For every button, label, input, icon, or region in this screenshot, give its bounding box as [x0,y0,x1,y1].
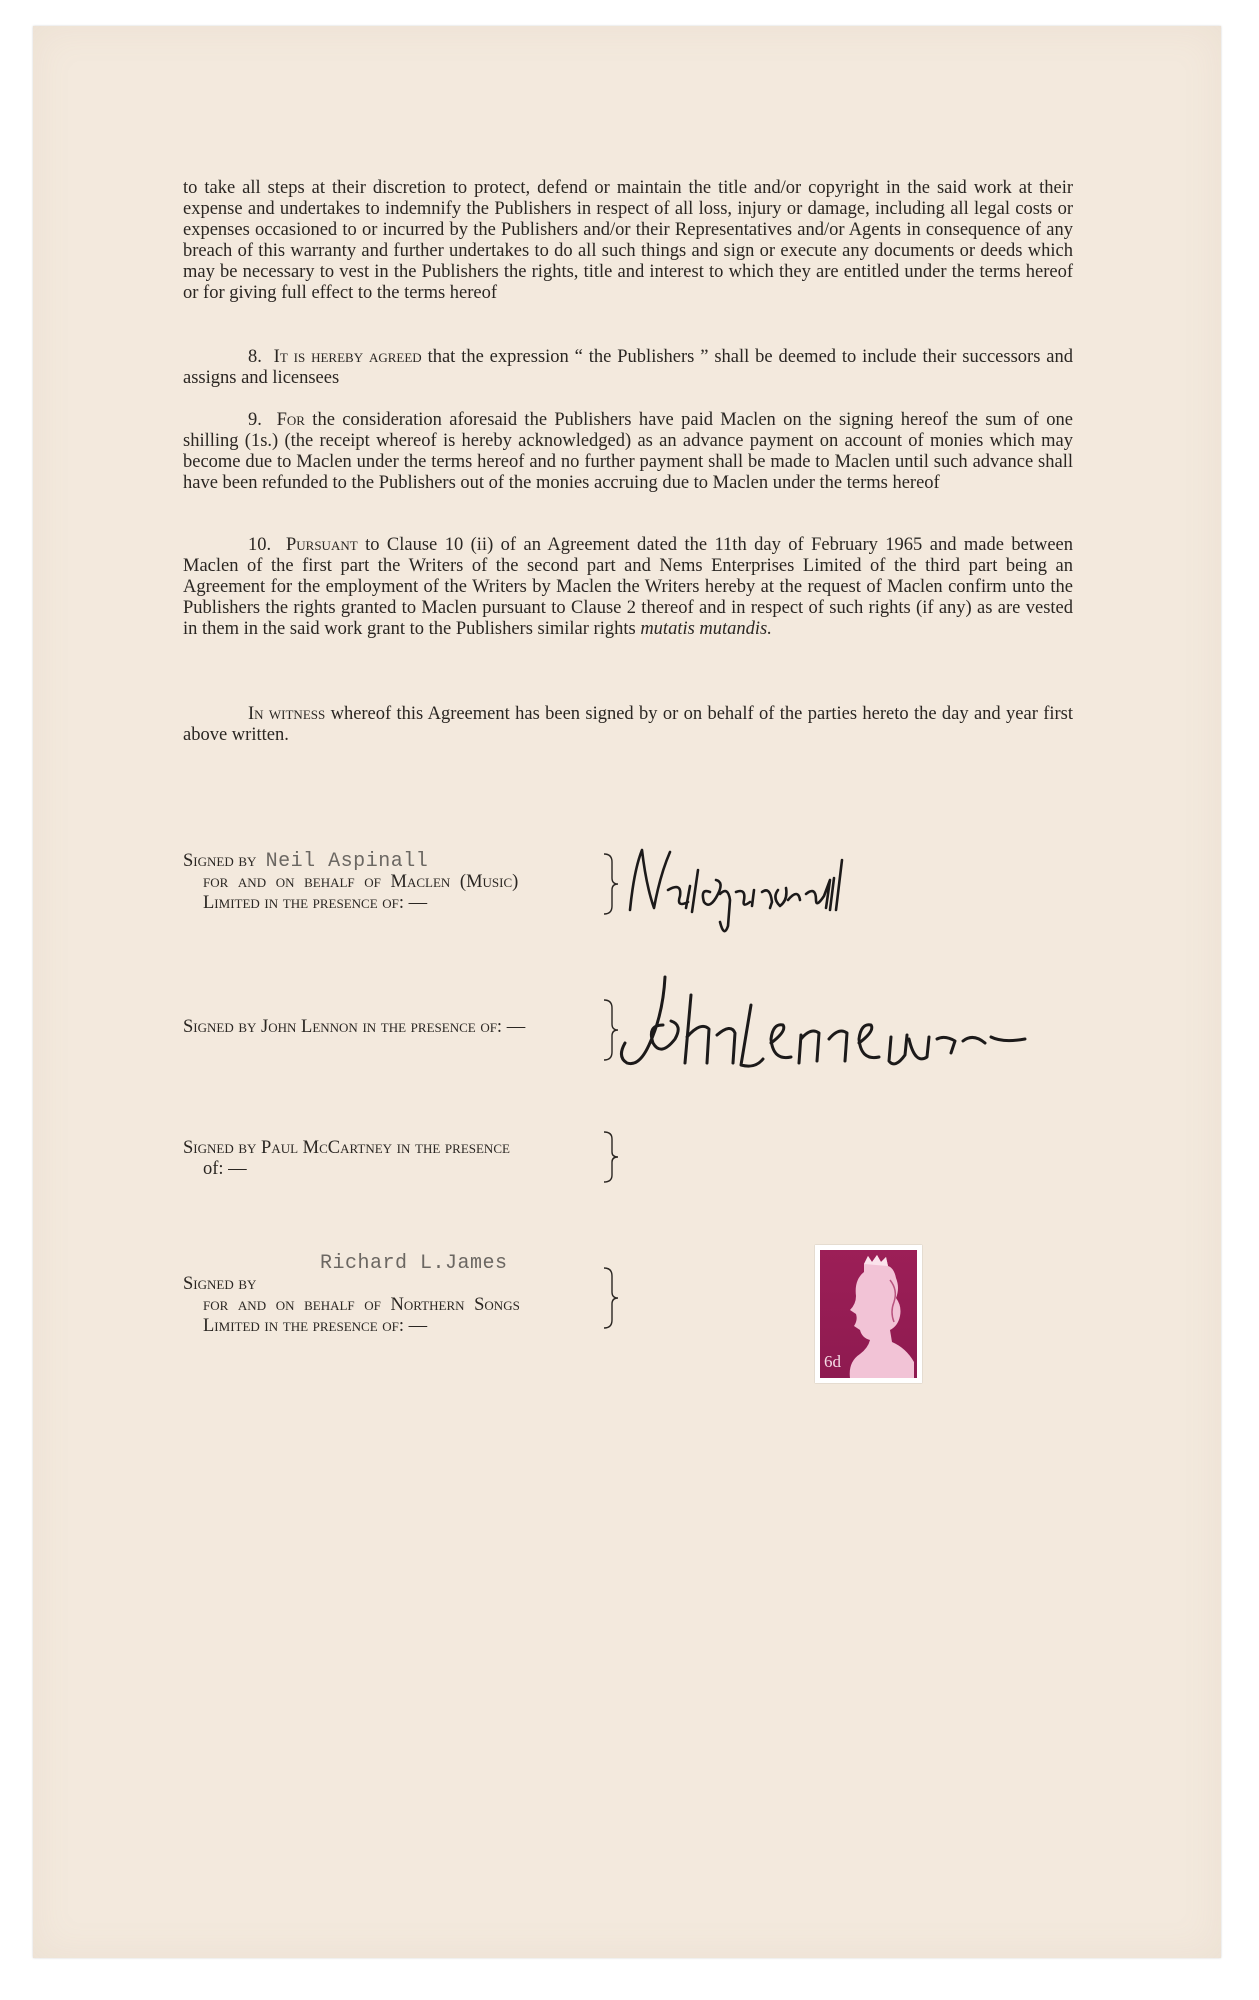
clause-7-continuation: to take all steps at their discretion to protect, defend or maintain the title and/or copyright in the said work at their expense and undertakes to indemnify the Publishers in respect of all loss, injury or damage, including all legal costs or expenses occasioned to or incurred by the Publishers and/or their Representatives and/or Agents in consequence of any breach of this warranty and further undertakes to do all such things and sign or execute any documents or deeds which may be necessary to vest in the Publishers the rights, title and interest to which they are entitled under the terms hereof or for giving full effect to the terms hereof [183,178,1073,303]
clause-8: 8. It is hereby agreed that the expression “ the Publishers ” shall be deemed to include their successors and assigns and licensees [183,347,1073,388]
neil-aspinall-signature [620,830,900,940]
typed-name-richard-james: Richard L.James [320,1252,508,1275]
maclen-signature-block: Signed by Neil Aspinall for and on behalf of Maclen (Music) Limited in the presence of: — [183,850,519,913]
northern-songs-signature-block: Signed by for and on behalf of Northern Songs Limited in the presence of: — [183,1274,520,1336]
clause-9: 9. For the consideration aforesaid the Publishers have paid Maclen on the signing hereof the sum of one shilling (1s.) (the receipt whereof is hereby acknowledged) as an advance payment on account of monies which may become due to Maclen under the terms hereof and no further payment shall be made to Maclen until such advance shall have been refunded to the Publishers out of the monies accruing due to Maclen under the terms hereof [183,410,1074,493]
northern-songs-brace [600,1266,620,1330]
witness-clause: In witness whereof this Agreement has been signed by or on behalf of the parties hereto the day and year first above written. [183,704,1073,745]
stamp-value: 6d [824,1352,841,1371]
john-lennon-signature [605,965,1075,1085]
mccartney-signature-block: Signed by Paul McCartney in the presence of: — [183,1138,510,1179]
lennon-signature-block: Signed by John Lennon in the presence of: — [183,1017,526,1037]
stamp-design [820,1250,917,1378]
revenue-stamp [815,1245,922,1383]
clause-10: 10. Pursuant to Clause 10 (ii) of an Agreement dated the 11th day of February 1965 and made between Maclen of the first part the Writers of the second part and Nems Enterprises Limited of the third part being an Agreement for the employment of the Writers by Maclen the Writers hereby at the request of Maclen confirm unto the Publishers the rights granted to Maclen pursuant to Clause 2 thereof and in respect of such rights (if any) as are vested in them in the said work grant to the Publishers similar rights mutatis mutandis. [183,535,1073,639]
bleed-through-area [250,1600,1030,1622]
maclen-brace [600,852,620,916]
mccartney-brace [600,1130,620,1184]
